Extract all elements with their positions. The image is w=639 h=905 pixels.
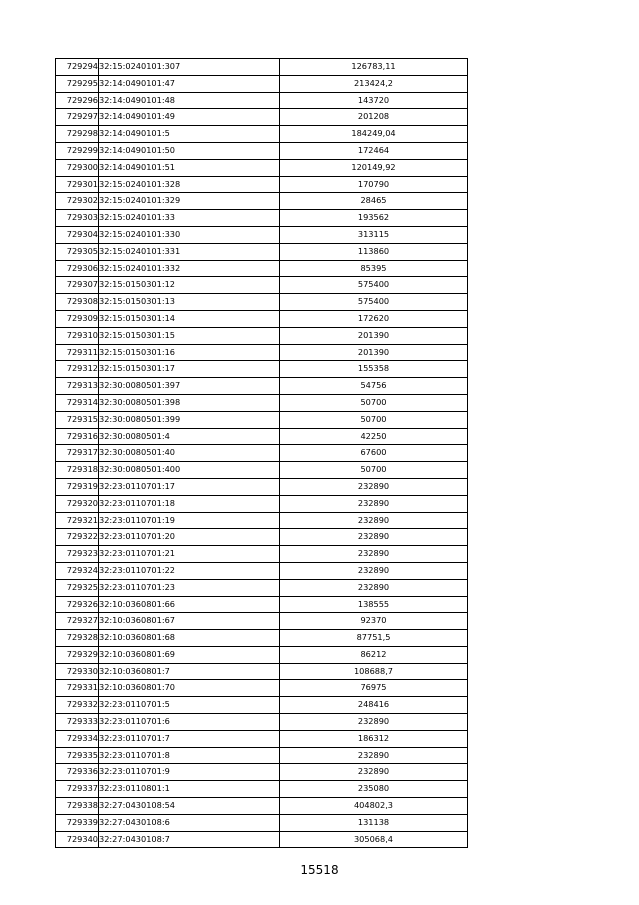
table-row [56,680,468,697]
table-row [56,798,468,815]
row-id-cell: 729305 [56,243,99,260]
cadastral-number-cell: 32:14:0490101:47 [99,75,280,92]
cadastral-number-cell: 32:23:0110701:19 [99,512,280,529]
row-id-cell: 729302 [56,193,99,210]
row-id-cell: 729321 [56,512,99,529]
cadastral-number-cell: 32:23:0110701:9 [99,764,280,781]
cadastral-number-cell: 32:23:0110701:7 [99,730,280,747]
cadastral-number-cell: 32:30:0080501:40 [99,445,280,462]
value-cell: 201390 [280,327,468,344]
table-row [56,613,468,630]
value-cell: 232890 [280,747,468,764]
table-row [56,142,468,159]
table-row [56,478,468,495]
cadastral-number-cell: 32:23:0110701:21 [99,546,280,563]
value-cell: 143720 [280,92,468,109]
table-body [56,59,468,848]
row-id-cell: 729309 [56,310,99,327]
value-cell: 120149,92 [280,159,468,176]
value-cell: 50700 [280,411,468,428]
table-row [56,831,468,848]
row-id-cell: 729295 [56,75,99,92]
row-id-cell: 729328 [56,630,99,647]
table-row [56,646,468,663]
table-row [56,630,468,647]
cadastral-number-cell: 32:15:0240101:330 [99,226,280,243]
cadastral-number-cell: 32:14:0490101:5 [99,126,280,143]
row-id-cell: 729312 [56,361,99,378]
table-row [56,92,468,109]
row-id-cell: 729294 [56,59,99,76]
row-id-cell: 729336 [56,764,99,781]
table-row [56,109,468,126]
value-cell: 305068,4 [280,831,468,848]
cadastral-number-cell: 32:23:0110701:17 [99,478,280,495]
table-row [56,59,468,76]
table-row [56,562,468,579]
cadastral-number-cell: 32:15:0240101:33 [99,210,280,227]
value-cell: 50700 [280,462,468,479]
value-cell: 42250 [280,428,468,445]
table-row [56,663,468,680]
row-id-cell: 729340 [56,831,99,848]
row-id-cell: 729331 [56,680,99,697]
value-cell: 108688,7 [280,663,468,680]
value-cell: 232890 [280,495,468,512]
value-cell: 232890 [280,546,468,563]
table-row [56,126,468,143]
table-row [56,747,468,764]
table-row [56,596,468,613]
cadastral-number-cell: 32:23:0110701:20 [99,529,280,546]
cadastral-number-cell: 32:15:0150301:15 [99,327,280,344]
cadastral-number-cell: 32:15:0240101:328 [99,176,280,193]
row-id-cell: 729303 [56,210,99,227]
row-id-cell: 729306 [56,260,99,277]
table-row [56,512,468,529]
value-cell: 232890 [280,529,468,546]
value-cell: 232890 [280,764,468,781]
cadastral-number-cell: 32:15:0150301:17 [99,361,280,378]
row-id-cell: 729296 [56,92,99,109]
row-id-cell: 729298 [56,126,99,143]
table-row [56,210,468,227]
table-row [56,462,468,479]
value-cell: 76975 [280,680,468,697]
row-id-cell: 729304 [56,226,99,243]
value-cell: 28465 [280,193,468,210]
table-row [56,546,468,563]
value-cell: 232890 [280,562,468,579]
table-row [56,243,468,260]
cadastral-number-cell: 32:23:0110701:22 [99,562,280,579]
value-cell: 213424,2 [280,75,468,92]
value-cell: 575400 [280,277,468,294]
table-row [56,814,468,831]
cadastral-number-cell: 32:23:0110701:5 [99,697,280,714]
table-row [56,361,468,378]
value-cell: 67600 [280,445,468,462]
cadastral-number-cell: 32:15:0150301:13 [99,294,280,311]
row-id-cell: 729334 [56,730,99,747]
row-id-cell: 729310 [56,327,99,344]
row-id-cell: 729308 [56,294,99,311]
cadastral-number-cell: 32:30:0080501:4 [99,428,280,445]
value-cell: 87751,5 [280,630,468,647]
row-id-cell: 729311 [56,344,99,361]
value-cell: 170790 [280,176,468,193]
row-id-cell: 729326 [56,596,99,613]
value-cell: 50700 [280,394,468,411]
row-id-cell: 729317 [56,445,99,462]
row-id-cell: 729323 [56,546,99,563]
row-id-cell: 729318 [56,462,99,479]
value-cell: 193562 [280,210,468,227]
value-cell: 184249,04 [280,126,468,143]
value-cell: 54756 [280,378,468,395]
table-row [56,697,468,714]
cadastral-number-cell: 32:10:0360801:70 [99,680,280,697]
row-id-cell: 729335 [56,747,99,764]
value-cell: 86212 [280,646,468,663]
row-id-cell: 729327 [56,613,99,630]
table-row [56,445,468,462]
value-cell: 172620 [280,310,468,327]
cadastral-number-cell: 32:23:0110701:23 [99,579,280,596]
table-row [56,226,468,243]
value-cell: 131138 [280,814,468,831]
value-cell: 172464 [280,142,468,159]
value-cell: 313115 [280,226,468,243]
table-row [56,193,468,210]
value-cell: 113860 [280,243,468,260]
row-id-cell: 729301 [56,176,99,193]
cadastral-number-cell: 32:27:0430108:54 [99,798,280,815]
cadastral-number-cell: 32:23:0110701:8 [99,747,280,764]
value-cell: 232890 [280,512,468,529]
table-row [56,378,468,395]
table-row [56,428,468,445]
table-row [56,411,468,428]
cadastral-number-cell: 32:30:0080501:398 [99,394,280,411]
row-id-cell: 729313 [56,378,99,395]
row-id-cell: 729324 [56,562,99,579]
value-cell: 155358 [280,361,468,378]
cadastral-number-cell: 32:27:0430108:6 [99,814,280,831]
cadastral-number-cell: 32:14:0490101:50 [99,142,280,159]
table-row [56,75,468,92]
value-cell: 404802,3 [280,798,468,815]
row-id-cell: 729319 [56,478,99,495]
cadastral-number-cell: 32:10:0360801:68 [99,630,280,647]
cadastral-number-cell: 32:15:0240101:329 [99,193,280,210]
table-row [56,764,468,781]
cadastral-number-cell: 32:10:0360801:66 [99,596,280,613]
row-id-cell: 729299 [56,142,99,159]
cadastral-number-cell: 32:30:0080501:399 [99,411,280,428]
row-id-cell: 729338 [56,798,99,815]
cadastral-number-cell: 32:15:0240101:332 [99,260,280,277]
cadastral-number-cell: 32:27:0430108:7 [99,831,280,848]
cadastral-number-cell: 32:10:0360801:67 [99,613,280,630]
value-cell: 575400 [280,294,468,311]
table-row [56,344,468,361]
row-id-cell: 729332 [56,697,99,714]
row-id-cell: 729325 [56,579,99,596]
value-cell: 232890 [280,714,468,731]
table-row [56,579,468,596]
value-cell: 126783,11 [280,59,468,76]
row-id-cell: 729314 [56,394,99,411]
cadastral-number-cell: 32:23:0110701:18 [99,495,280,512]
cadastral-number-cell: 32:14:0490101:51 [99,159,280,176]
table-row [56,781,468,798]
cadastral-number-cell: 32:15:0150301:16 [99,344,280,361]
table-row [56,495,468,512]
table-row [56,294,468,311]
row-id-cell: 729322 [56,529,99,546]
cadastral-number-cell: 32:15:0240101:331 [99,243,280,260]
table-row [56,277,468,294]
row-id-cell: 729297 [56,109,99,126]
cadastral-number-cell: 32:30:0080501:397 [99,378,280,395]
value-cell: 235080 [280,781,468,798]
cadastral-number-cell: 32:23:0110801:1 [99,781,280,798]
row-id-cell: 729315 [56,411,99,428]
row-id-cell: 729316 [56,428,99,445]
table-row [56,730,468,747]
page-number: 15518 [300,863,339,877]
row-id-cell: 729307 [56,277,99,294]
cadastral-number-cell: 32:15:0150301:12 [99,277,280,294]
table-row [56,176,468,193]
cadastral-number-cell: 32:23:0110701:6 [99,714,280,731]
table-row [56,394,468,411]
table-row [56,310,468,327]
cadastral-number-cell: 32:14:0490101:49 [99,109,280,126]
value-cell: 232890 [280,478,468,495]
row-id-cell: 729330 [56,663,99,680]
cadastral-value-table [55,58,468,848]
value-cell: 85395 [280,260,468,277]
row-id-cell: 729337 [56,781,99,798]
cadastral-number-cell: 32:30:0080501:400 [99,462,280,479]
cadastral-number-cell: 32:15:0240101:307 [99,59,280,76]
value-cell: 201208 [280,109,468,126]
cadastral-number-cell: 32:10:0360801:69 [99,646,280,663]
table-row [56,327,468,344]
value-cell: 232890 [280,579,468,596]
value-cell: 186312 [280,730,468,747]
value-cell: 138555 [280,596,468,613]
row-id-cell: 729329 [56,646,99,663]
table-row [56,714,468,731]
table-row [56,260,468,277]
row-id-cell: 729333 [56,714,99,731]
cadastral-number-cell: 32:14:0490101:48 [99,92,280,109]
row-id-cell: 729300 [56,159,99,176]
cadastral-number-cell: 32:10:0360801:7 [99,663,280,680]
row-id-cell: 729339 [56,814,99,831]
row-id-cell: 729320 [56,495,99,512]
value-cell: 201390 [280,344,468,361]
value-cell: 248416 [280,697,468,714]
table-row [56,159,468,176]
table-row [56,529,468,546]
cadastral-number-cell: 32:15:0150301:14 [99,310,280,327]
value-cell: 92370 [280,613,468,630]
